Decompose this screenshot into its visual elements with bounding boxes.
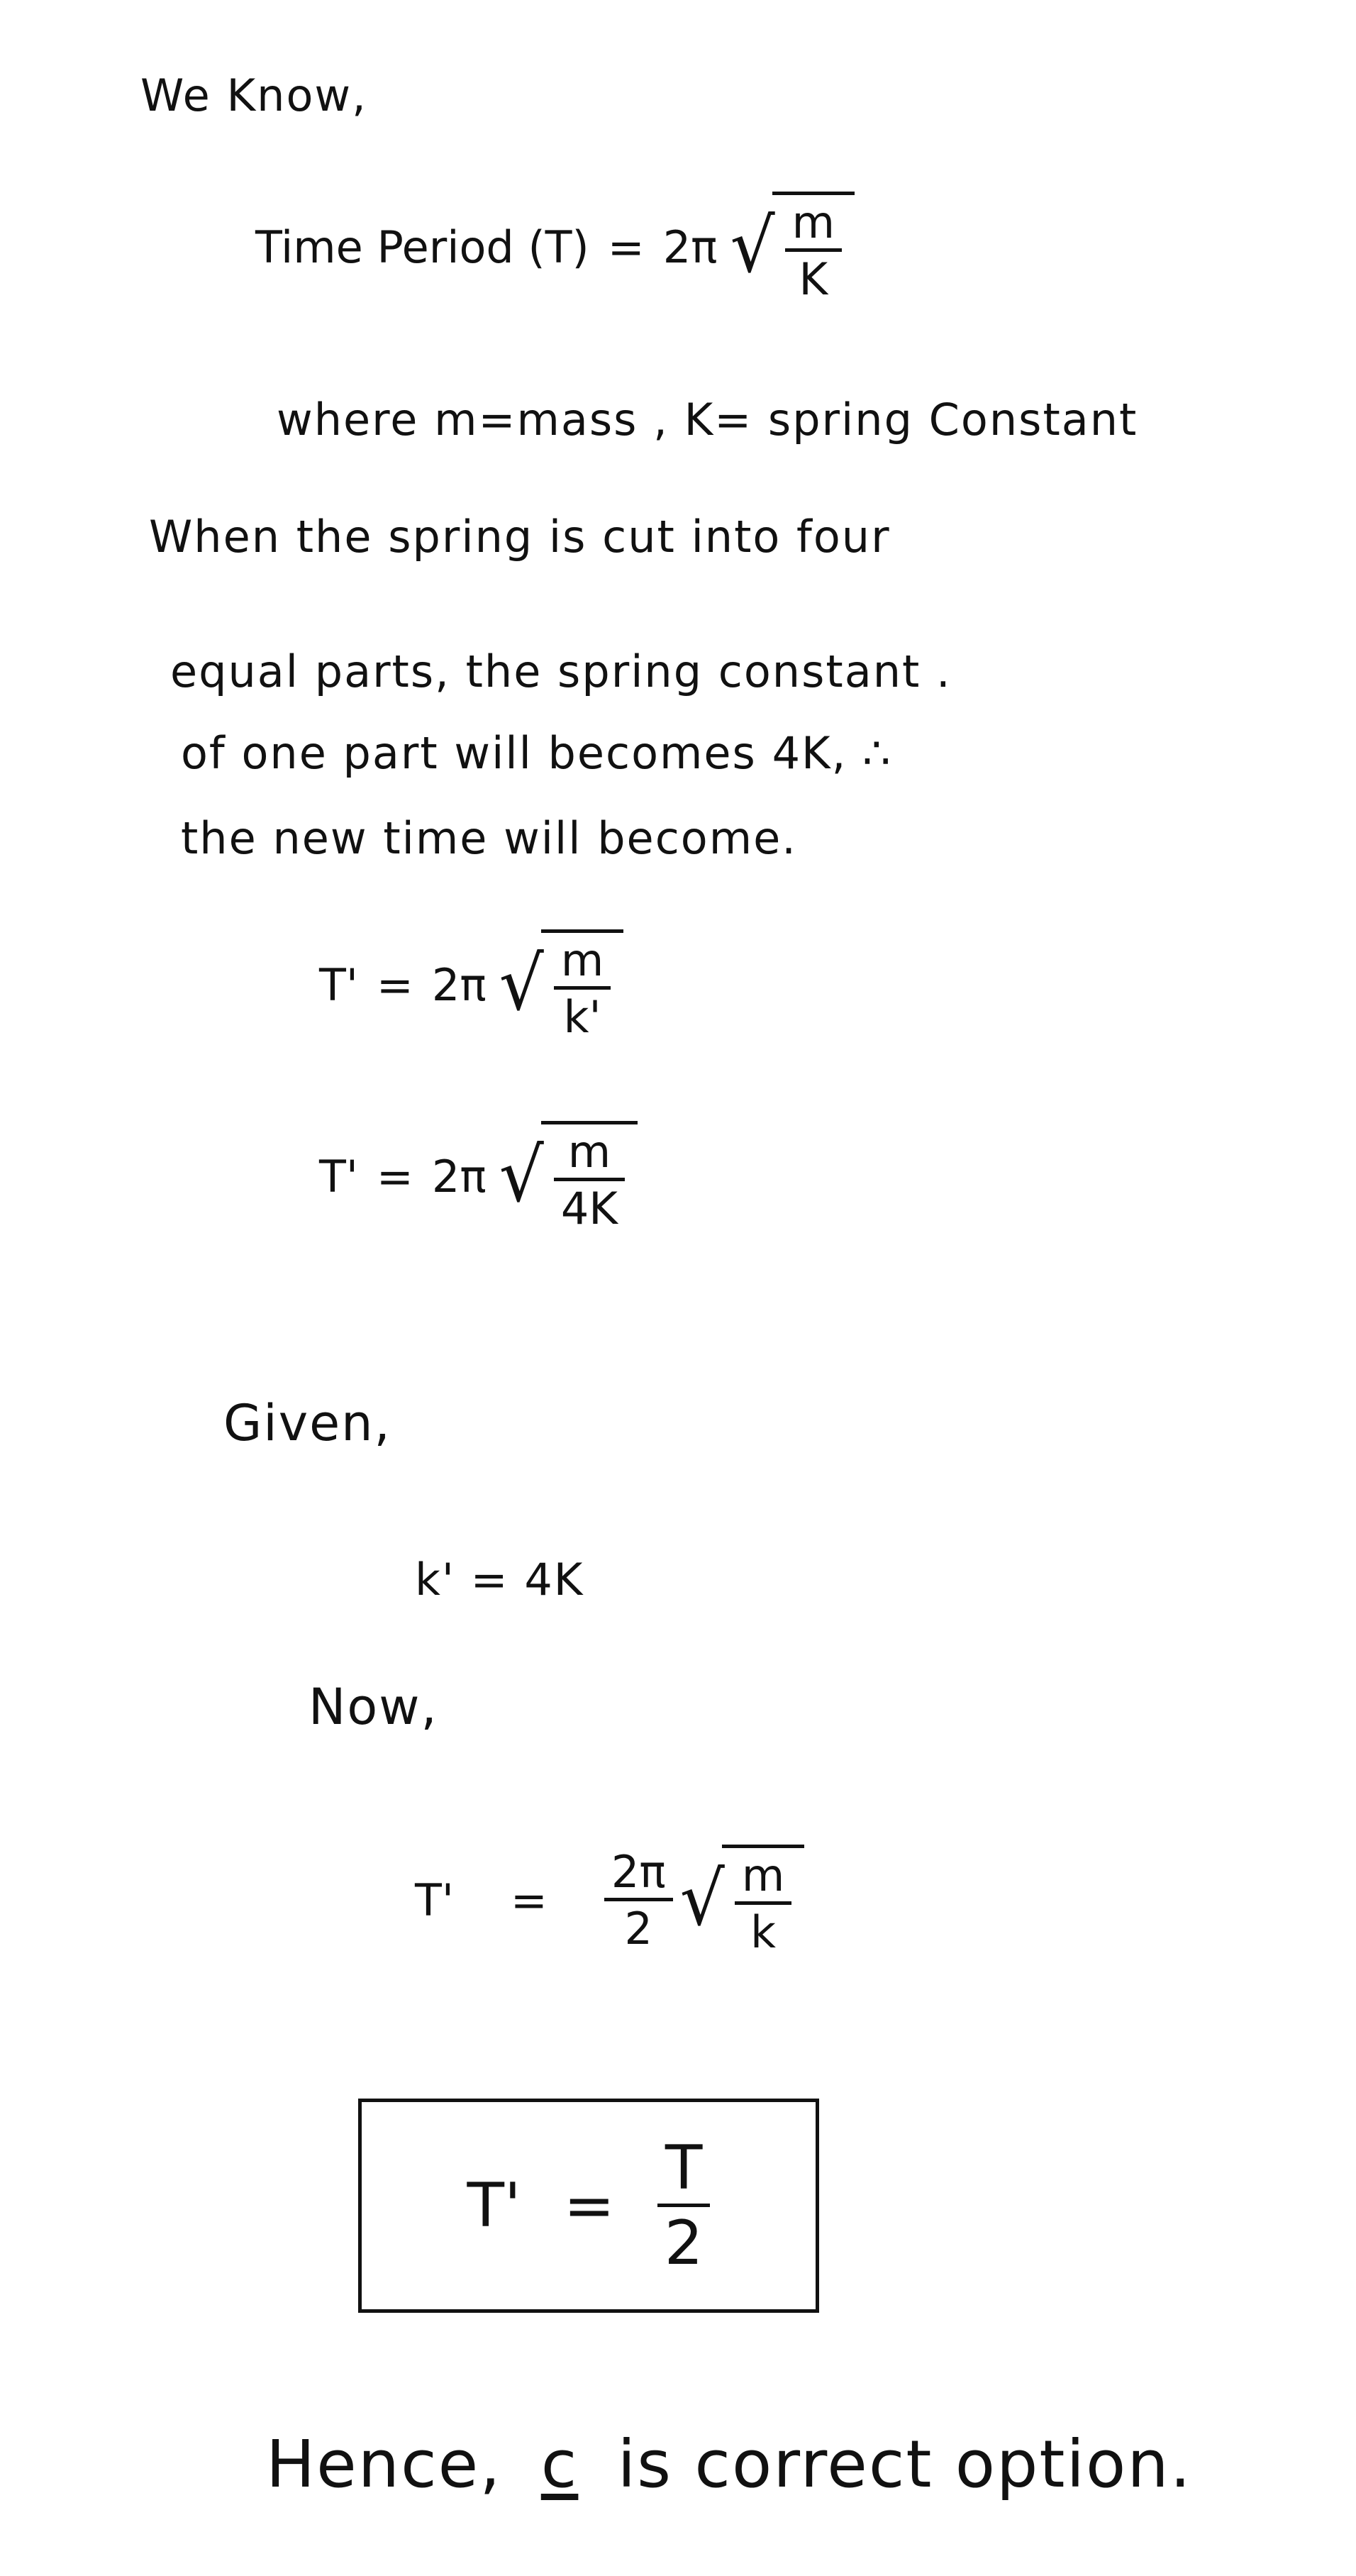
radical-icon: √ <box>499 941 544 1028</box>
fraction <box>541 1121 638 1235</box>
formula-lhs: T' <box>319 958 358 1011</box>
denominator: 4K <box>560 1183 618 1235</box>
denominator: K <box>799 253 828 306</box>
numerator: m <box>791 197 835 248</box>
square-root <box>730 192 855 306</box>
fraction <box>657 2133 711 2279</box>
time-period-formula <box>255 192 855 306</box>
correct-option-letter: c <box>540 2426 579 2502</box>
we-know-line: We Know, <box>140 70 367 121</box>
square-root <box>679 1845 805 1959</box>
formula-lhs: T' <box>467 2170 521 2241</box>
paragraph-line-3: of one part will becomes 4K, ∴ <box>181 727 892 779</box>
radical-icon: √ <box>730 204 775 290</box>
conclusion-text: is correct option. <box>617 2426 1192 2502</box>
two-pi: 2π <box>662 221 718 273</box>
paragraph-line-2: equal parts, the spring constant . <box>170 646 952 697</box>
numerator: m <box>567 1126 611 1178</box>
paragraph-line-1: When the spring is cut into four <box>149 511 891 563</box>
denominator: 2 <box>624 1902 652 1955</box>
equals-sign: = <box>376 1150 413 1203</box>
given-line: Given, <box>223 1394 391 1452</box>
fraction <box>772 192 855 306</box>
two-pi: 2π <box>431 958 487 1011</box>
denominator: k <box>750 1906 777 1959</box>
now-line: Now, <box>309 1678 438 1736</box>
equals-sign: = <box>510 1874 548 1926</box>
fraction <box>722 1845 804 1959</box>
formula-lhs: T' <box>415 1874 454 1926</box>
new-period-formula <box>319 929 623 1044</box>
two-pi: 2π <box>431 1150 487 1203</box>
radical-icon: √ <box>679 1857 725 1943</box>
numerator: T <box>665 2133 703 2204</box>
equals-sign: = <box>607 221 645 273</box>
denominator: 2 <box>664 2207 704 2279</box>
final-formula <box>467 2133 711 2279</box>
square-root <box>499 1121 638 1235</box>
denominator: k' <box>563 991 601 1044</box>
substituted-formula <box>319 1121 638 1235</box>
simplified-formula <box>415 1845 804 1959</box>
coefficient-fraction <box>604 1845 673 1955</box>
conclusion-line <box>266 2426 1192 2502</box>
square-root <box>499 929 624 1044</box>
where-line: where m=mass , K= spring Constant <box>277 394 1138 446</box>
given-formula: k' = 4K <box>415 1554 584 1605</box>
radical-icon: √ <box>499 1133 544 1220</box>
formula-lhs: T' <box>319 1150 358 1203</box>
numerator: 2π <box>611 1845 666 1898</box>
fraction <box>541 929 623 1044</box>
numerator: m <box>560 934 604 986</box>
formula-lhs: Time Period (T) <box>255 221 589 273</box>
equals-sign: = <box>563 2170 615 2241</box>
equals-sign: = <box>376 958 413 1011</box>
numerator: m <box>741 1850 785 1901</box>
paragraph-line-4: the new time will become. <box>181 812 797 864</box>
final-answer-box <box>358 2099 819 2313</box>
hence-word: Hence, <box>266 2426 502 2502</box>
